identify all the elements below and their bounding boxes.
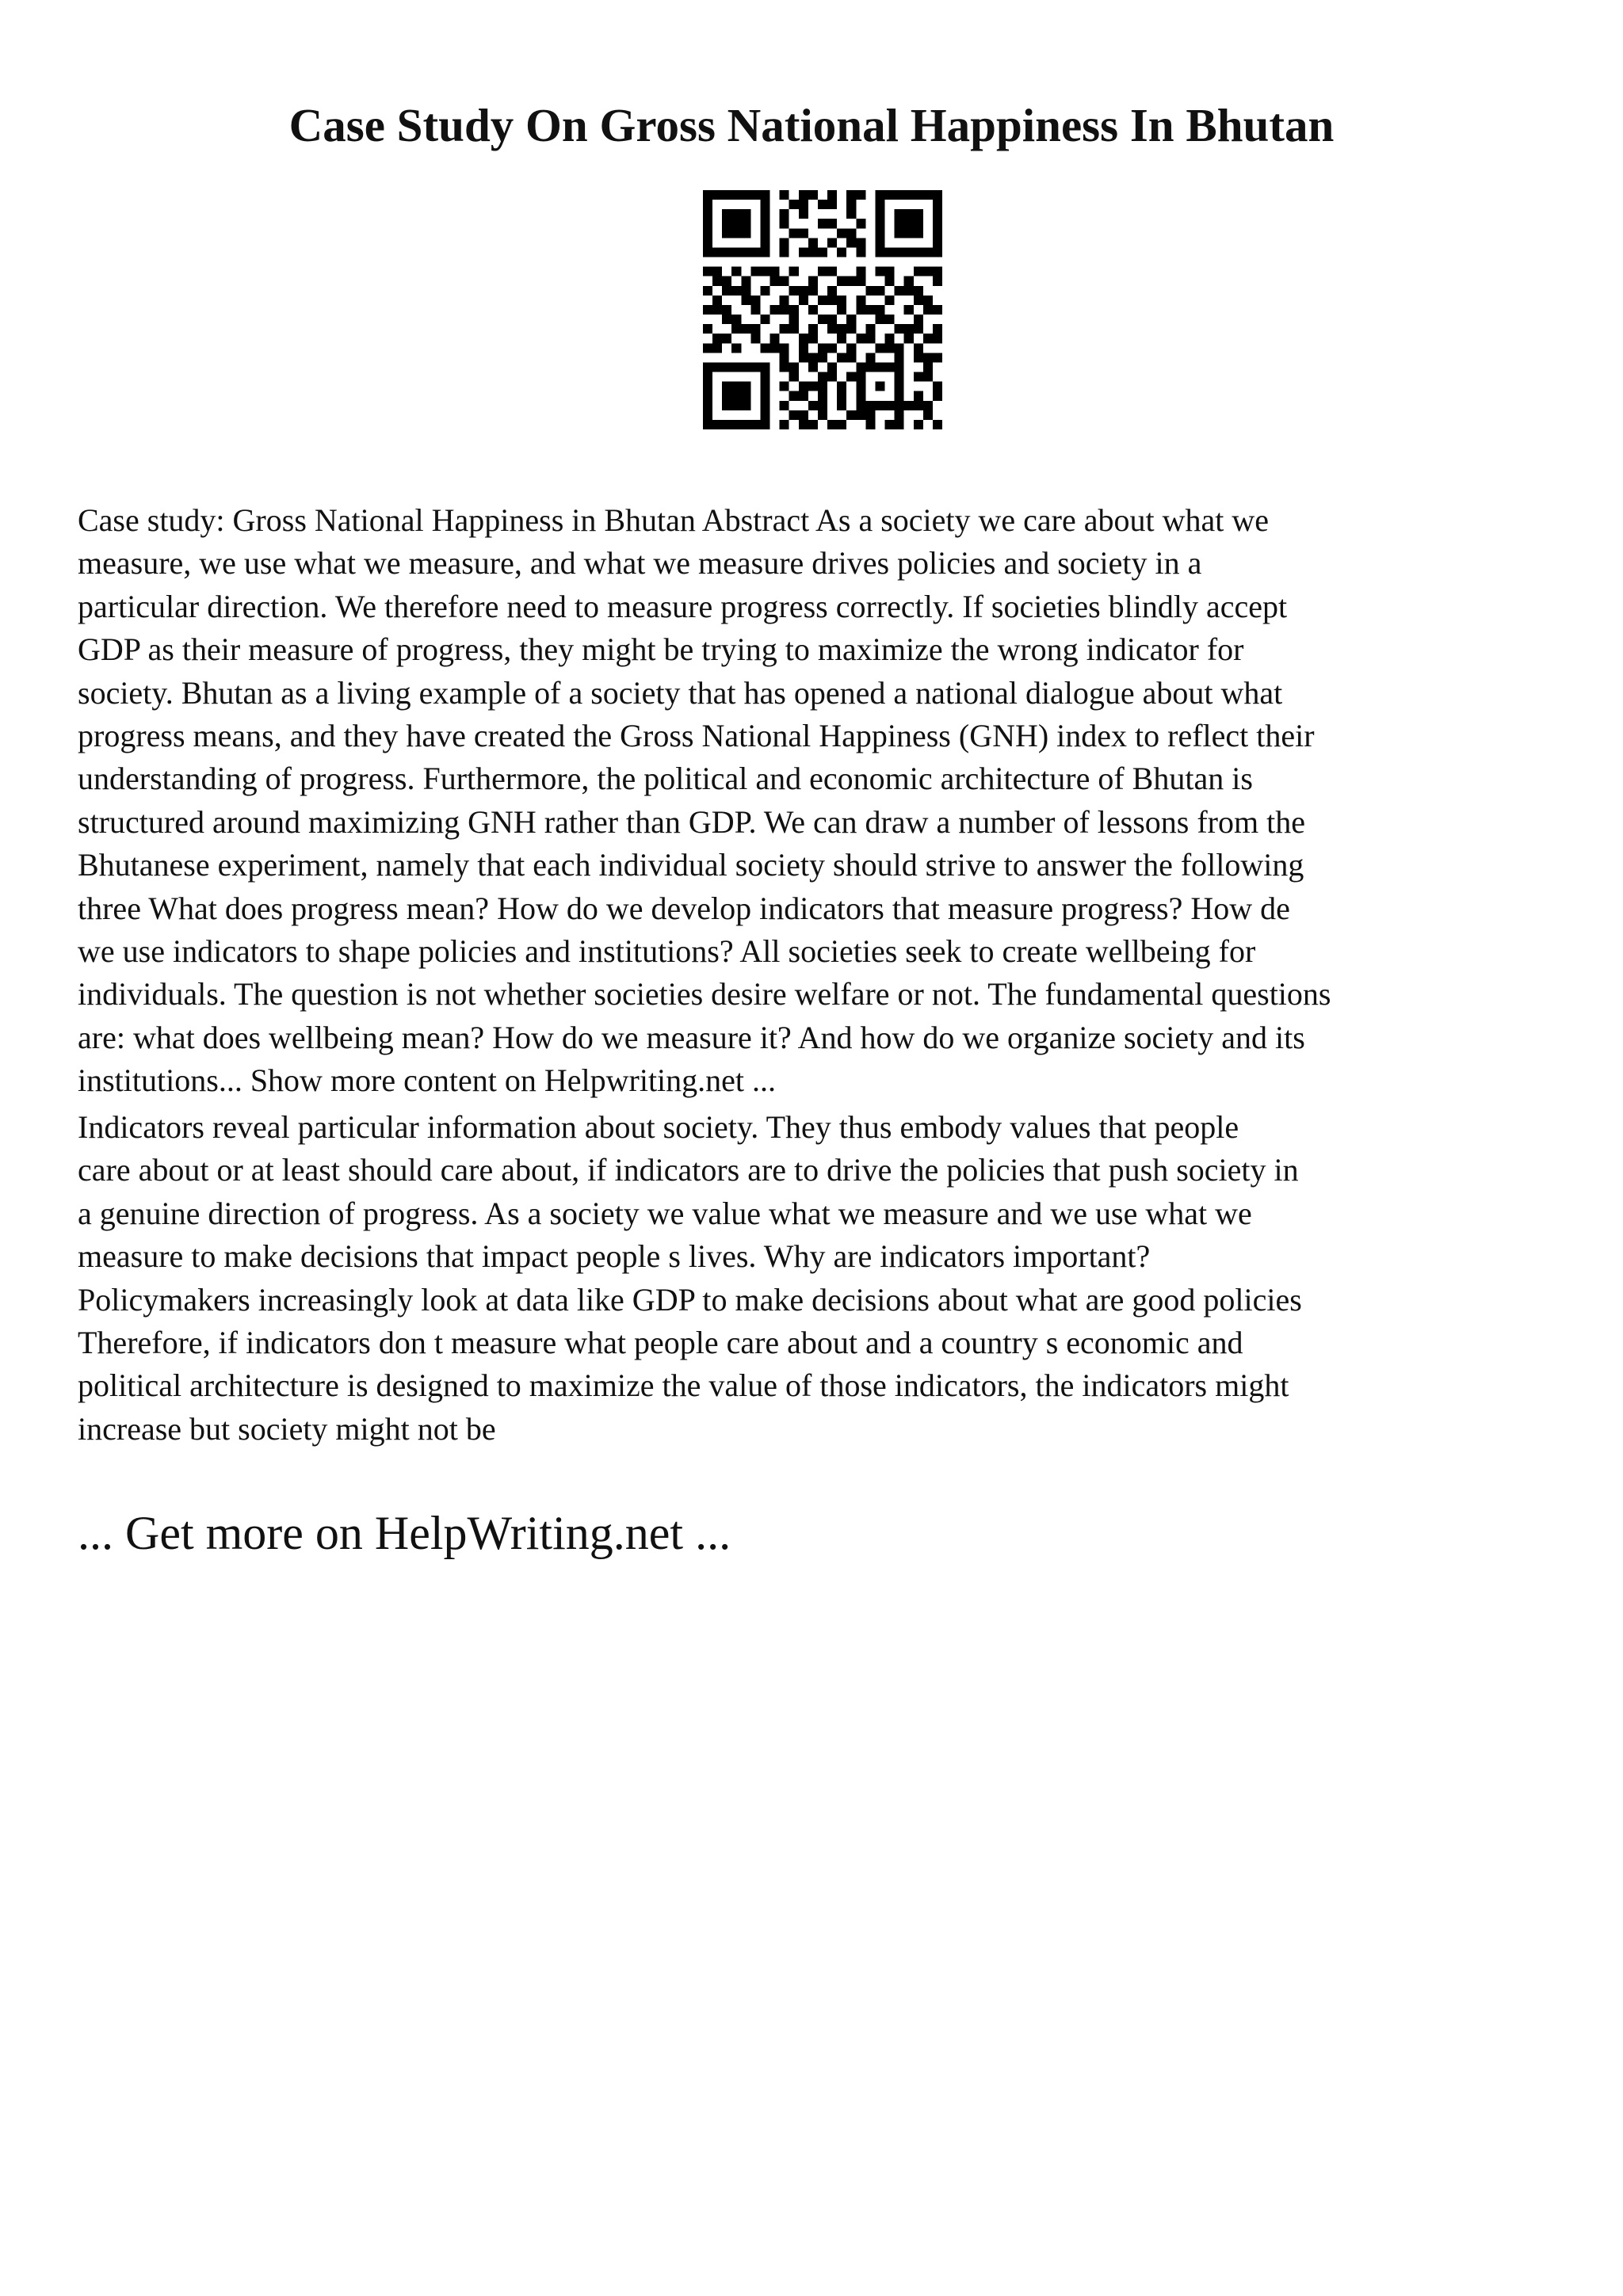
indicators-paragraph: Indicators reveal particular information about society. They thus embody values that people care about or at least should care about, if indicators are to drive the policies that push society in a genuine direction of progress. As a society we value what we measure and we use what we measure to make decisions that impact people s lives. Why are indicators important? Policymakers increasingly look at data like GDP to make decisions about what are good policies Therefore, if indicators don t measure what people care about and a country s economic and political architecture is designed to maximize the value of those indicators, the indicators might increase but society might not be — [78, 1109, 1302, 1447]
get-more-link[interactable]: ... Get more on HelpWriting.net ... — [78, 1507, 731, 1559]
qr-code-image — [703, 190, 942, 429]
document-title: Case Study On Gross National Happiness In Bhutan — [288, 99, 1335, 151]
qr-code-graphic — [703, 190, 942, 429]
abstract-paragraph: Case study: Gross National Happiness in Bhutan Abstract As a society we care about what we measure, we use what we measure, and what we measure drives policies and society in a particular direction. We therefore need to measure progress correctly. If societies blindly accept GDP as their measure of progress, they might be trying to maximize the wrong indicator for society. Bhutan as a living example of a society that has opened a national dialogue about what progress means, and they have created the Gross National Happiness (GNH) index to reflect their understanding of progress. Furthermore, the political and economic architecture of Bhutan is structured around maximizing GNH rather than GDP. We can draw a number of lessons from the Bhutanese experiment, namely that each individual society should strive to answer the following three What does progress mean? How do we develop indicators that measure progress? How de we use indicators to shape policies and institutions? All societies seek to create wellbeing for individuals. The question is not whether societies desire welfare or not. The fundamental questions are: what does wellbeing mean? How do we measure it? And how do we organize society and its institutions... Show more content on Helpwriting.net ... — [78, 502, 1331, 1099]
